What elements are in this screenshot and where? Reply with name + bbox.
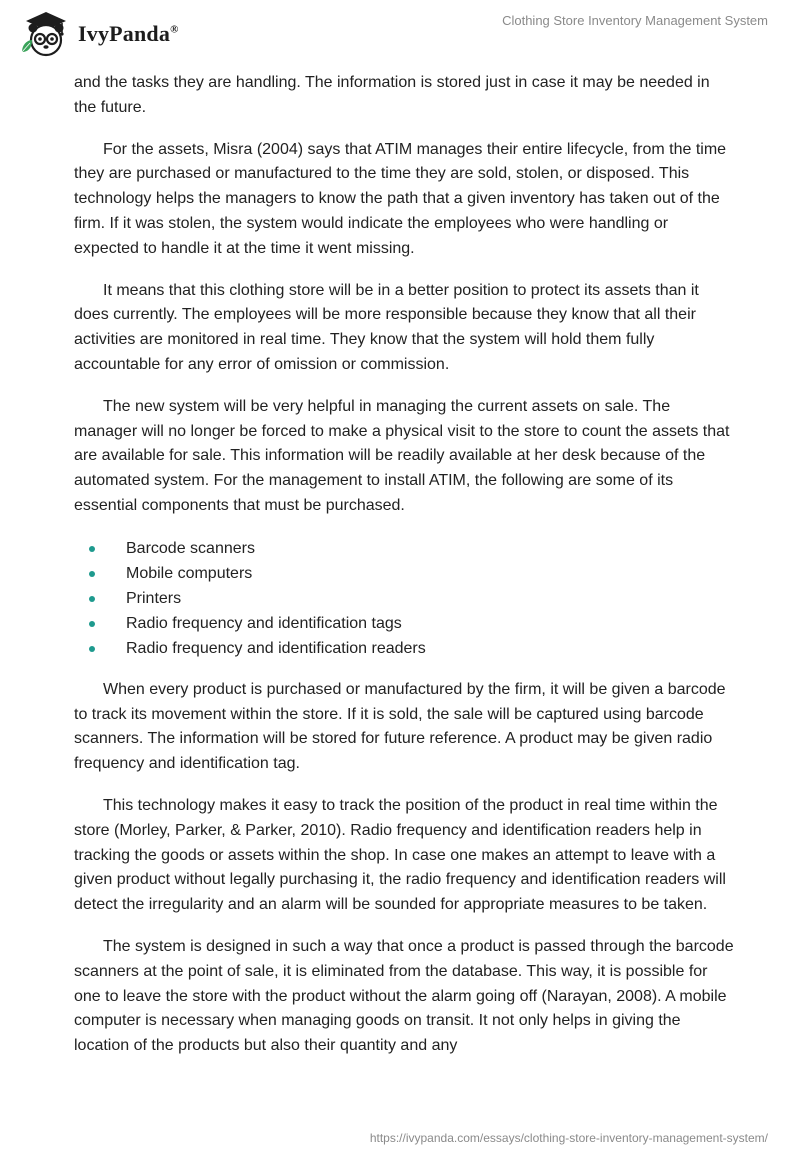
paragraph: and the tasks they are handling. The information is stored just in case it may be needed in the future. — [74, 74, 710, 116]
paragraph: The system is designed in such a way that once a product is passed through the barcode scanners at the point of sale, it is eliminated from the database. This way, it is possible for one to leave the store with the product without the alarm going off (Narayan, 2008). A mobile computer is necessary when managing goods on transit. It not only helps in giving the location of the products but also their quantity and any — [74, 937, 734, 1055]
paragraph: This technology makes it easy to track the position of the product in real time within the store (Morley, Parker, & Parker, 2010). Radio frequency and identification readers help in tracking the goods or assets within the shop. In case one makes an attempt to leave with a given product without legally purchasing it, the radio frequency and identification readers will detect the irregularity and an alarm will be sounded for appropriate measures to be taken. — [74, 796, 726, 914]
page-header — [0, 0, 800, 70]
brand-name: IvyPanda® — [78, 21, 179, 46]
list-item: Mobile computers — [74, 561, 734, 586]
list-item: Radio frequency and identification tags — [74, 611, 734, 636]
paragraph: When every product is purchased or manufactured by the firm, it will be given a barcode to track its movement within the store. If it is sold, the sale will be captured using barcode scanners. The information will be stored for future reference. A product may be given radio frequency and identification tag. — [74, 680, 726, 773]
paragraph: The new system will be very helpful in managing the current assets on sale. The manager will no longer be forced to make a physical visit to the store to count the assets that are available for sale. This information will be readily available at her desk because of the automated system. For the management to install ATIM, the following are some of its essential components that must be purchased. — [74, 397, 730, 514]
paragraph: It means that this clothing store will be in a better position to protect its assets than it does currently. The employees will be more responsible because they know that all their activities are monitored in real time. They know that the system will hold them fully accountable for any error of omission or commission. — [74, 281, 699, 373]
list-item: Barcode scanners — [74, 536, 734, 561]
panda-graduation-cap-icon — [16, 8, 74, 60]
list-item: Radio frequency and identification readers — [74, 636, 734, 661]
document-title: Clothing Store Inventory Management System — [502, 13, 768, 28]
paragraph: For the assets, Misra (2004) says that ATIM manages their entire lifecycle, from the time they are purchased or manufactured to the time they are sold, stolen, or disposed. This technology helps the managers to know the path that a given inventory has taken out of the firm. If it was stolen, the system would indicate the employees who were handling or expected to handle it at the time it went missing. — [74, 140, 727, 257]
source-url[interactable]: https://ivypanda.com/essays/clothing-store-inventory-management-system/ — [369, 1131, 768, 1145]
list-item: Printers — [74, 586, 734, 611]
ivypanda-logo[interactable] — [16, 8, 179, 60]
essay-body — [74, 71, 734, 1076]
components-list — [74, 536, 734, 661]
registered-mark: ® — [170, 23, 179, 36]
